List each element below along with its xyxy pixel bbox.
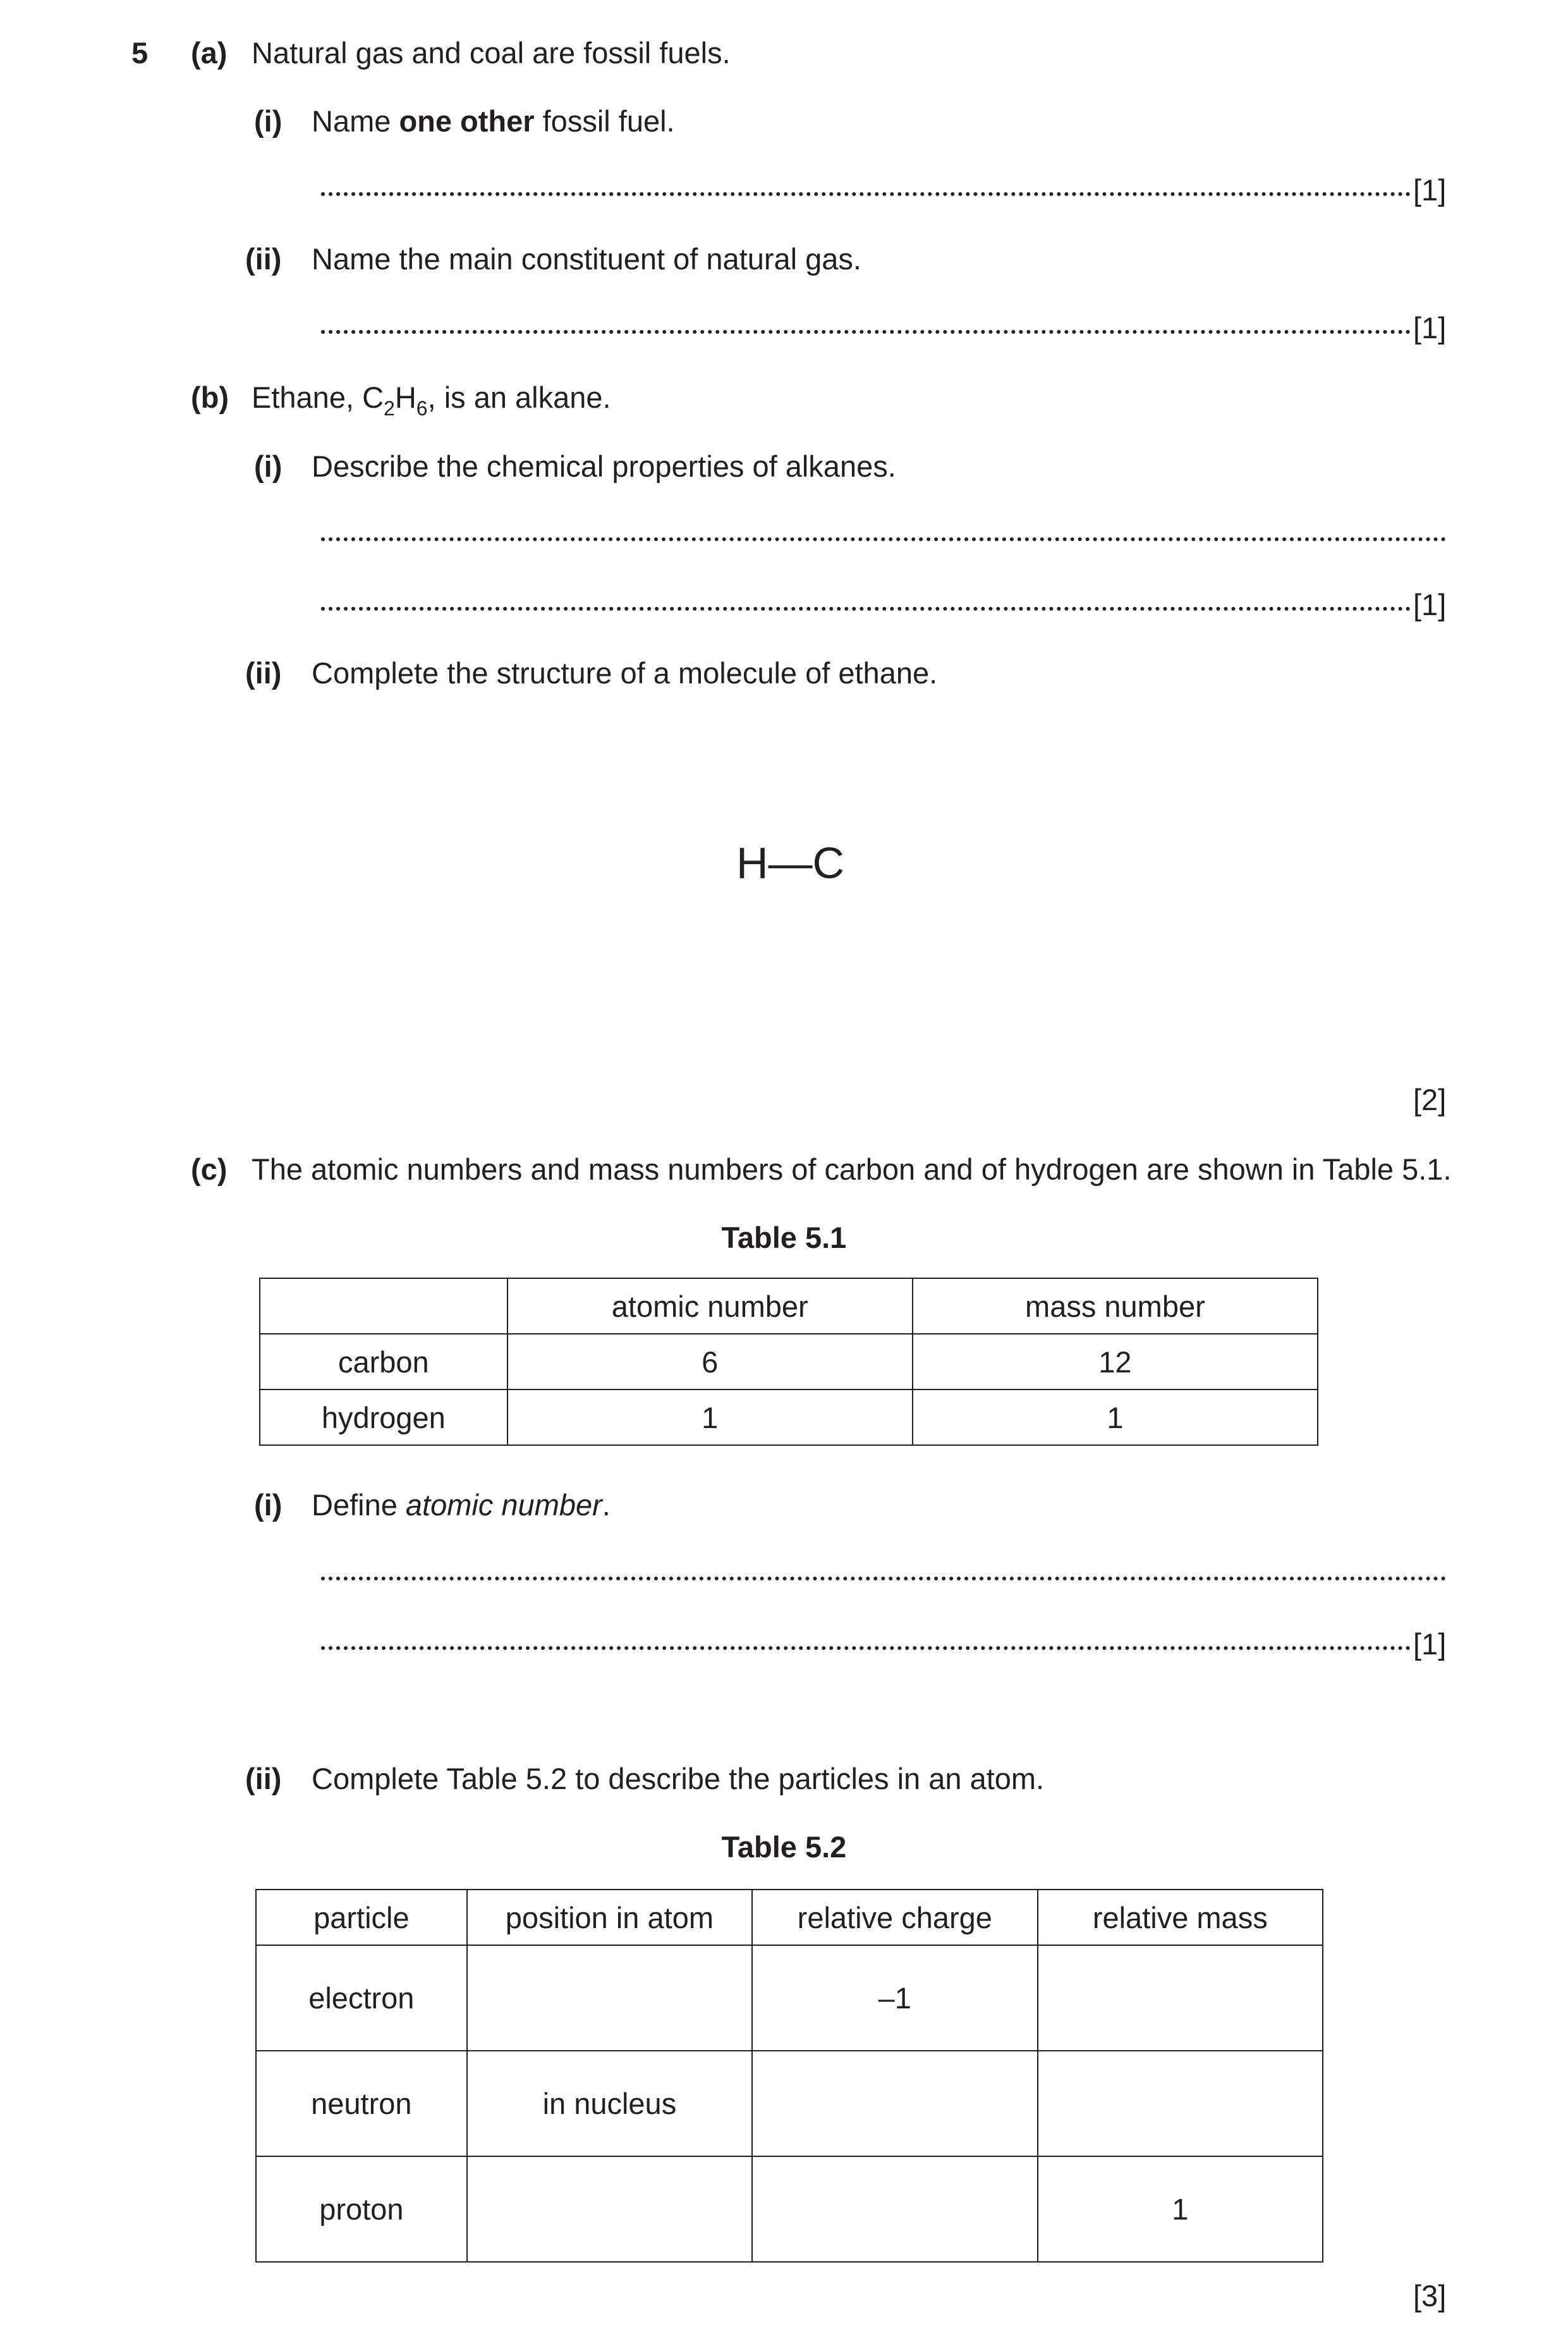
table-cell: 1 [507,1389,913,1445]
part-c-i-text-italic: atomic number [405,1488,602,1522]
table-5-2 [255,1889,1323,2263]
part-c-i-text-pre: Define [312,1488,406,1522]
table-cell: carbon [260,1334,507,1389]
part-b-ii-question: Complete the structure of a molecule of ethane. [312,656,938,690]
part-b-stem-post: , is an alkane. [427,381,611,414]
table-row [260,1389,1318,1445]
part-c-ii-label: (ii) [245,1762,282,1795]
mark-b-ii: [2] [1413,1083,1447,1116]
answer-cell[interactable] [467,1945,752,2051]
subscript-6: 6 [416,397,428,420]
answer-cell[interactable] [467,2156,752,2262]
table-cell: in nucleus [467,2051,752,2156]
part-a-i-text-bold: one other [399,104,535,138]
part-c-i-label: (i) [254,1488,283,1522]
answer-line-c-i-1[interactable] [321,1577,1446,1580]
part-a-i-question [312,106,675,136]
part-b-stem [252,381,611,420]
table-row [256,2156,1323,2262]
mark-a-ii: [1] [1413,311,1447,345]
table-cell: neutron [256,2051,467,2156]
answer-cell[interactable] [1038,2051,1323,2156]
answer-line-b-i-2[interactable] [321,607,1411,611]
part-a-i-text-pre: Name [312,104,399,138]
part-b-stem-h: H [394,381,416,414]
part-b-stem-pre: Ethane, C [252,381,384,414]
part-c-i-question [312,1490,611,1520]
part-c-ii-question: Complete Table 5.2 to describe the particles in an atom. [312,1762,1045,1795]
table-5-1-header-cell: mass number [913,1278,1318,1334]
part-a-ii-label: (ii) [245,242,282,276]
answer-line-b-i-1[interactable] [321,537,1446,541]
part-a-ii-question: Name the main constituent of natural gas. [312,242,861,276]
mark-a-i: [1] [1413,173,1447,207]
table-row [256,1945,1323,2051]
table-5-2-header-cell: particle [256,1890,467,1945]
table-cell: 1 [913,1389,1318,1445]
table-5-1-header-row [260,1278,1318,1334]
answer-line-a-ii[interactable] [321,330,1411,334]
part-c-i-text-post: . [602,1488,611,1522]
table-cell: –1 [752,1945,1037,2051]
table-5-2-header-cell: relative mass [1038,1890,1323,1945]
table-5-1-caption: Table 5.1 [721,1221,847,1254]
table-cell: proton [256,2156,467,2262]
part-a-i-label: (i) [254,104,283,138]
mark-c-ii: [3] [1413,2279,1447,2312]
part-b-label: (b) [191,381,229,414]
part-a-i-text-post: fossil fuel. [534,104,675,138]
table-row [260,1334,1318,1389]
table-cell: hydrogen [260,1389,507,1445]
table-row [256,2051,1323,2156]
table-cell: 6 [507,1334,913,1389]
answer-line-a-i[interactable] [321,192,1411,196]
answer-cell[interactable] [752,2051,1037,2156]
question-number: 5 [131,36,149,70]
table-5-2-caption: Table 5.2 [721,1830,847,1864]
mark-c-i: [1] [1413,1627,1447,1661]
table-cell: electron [256,1945,467,2051]
table-5-1-header-cell [260,1278,507,1334]
table-5-2-header-cell: relative charge [752,1890,1037,1945]
table-cell: 12 [913,1334,1318,1389]
answer-cell[interactable] [1038,1945,1323,2051]
table-5-2-header-row [256,1890,1323,1945]
part-c-label: (c) [191,1152,228,1186]
part-a-label: (a) [191,36,228,70]
table-5-2-header-cell: position in atom [467,1890,752,1945]
table-cell: 1 [1038,2156,1323,2262]
part-b-i-question: Describe the chemical properties of alkanes. [312,449,896,483]
answer-cell[interactable] [752,2156,1037,2262]
part-b-i-label: (i) [254,449,283,483]
part-b-ii-label: (ii) [245,656,282,690]
table-5-1-header-cell: atomic number [507,1278,913,1334]
part-a-stem: Natural gas and coal are fossil fuels. [252,36,731,70]
part-c-stem: The atomic numbers and mass numbers of carbon and of hydrogen are shown in Table 5.1. [252,1152,1452,1186]
answer-line-c-i-2[interactable] [321,1646,1411,1650]
mark-b-i: [1] [1413,588,1447,621]
ethane-structure-partial: H—C [736,838,845,888]
table-5-1 [259,1278,1318,1446]
subscript-2: 2 [384,397,395,420]
